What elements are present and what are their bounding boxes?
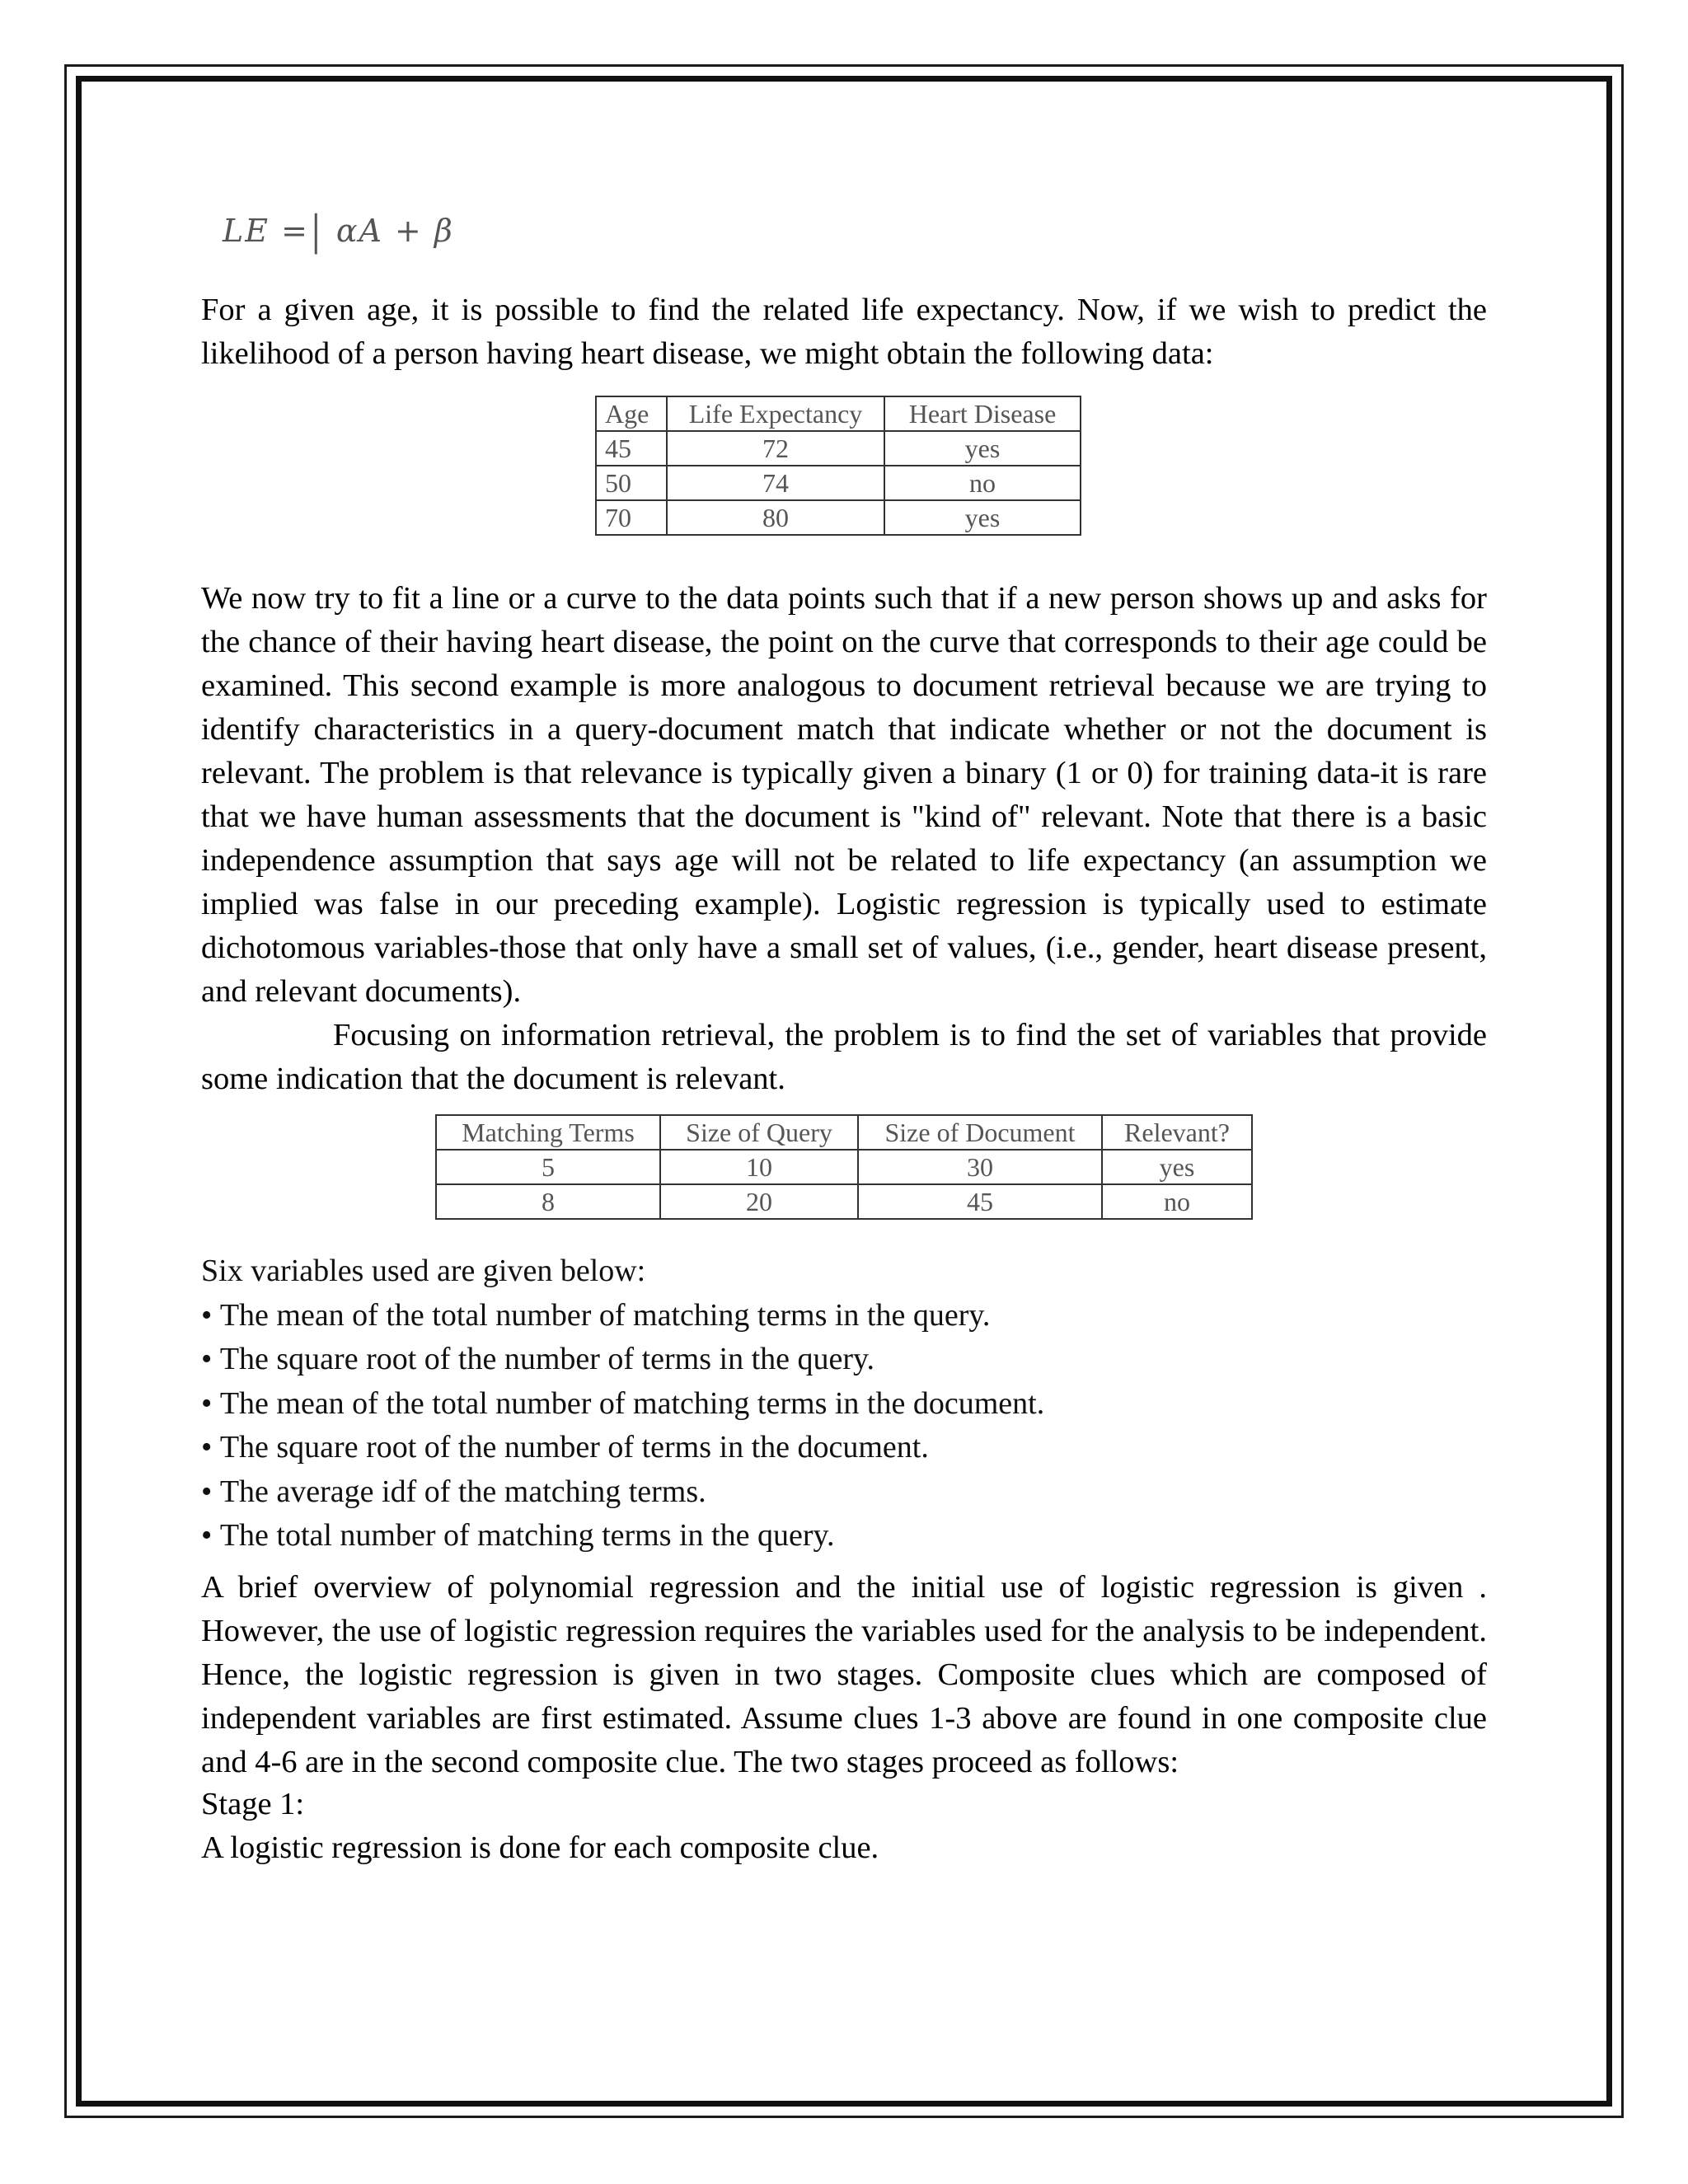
table-cell: 72 bbox=[667, 431, 884, 466]
table-cell: 5 bbox=[436, 1150, 660, 1184]
table-cell: 8 bbox=[436, 1184, 660, 1219]
stage-label: Stage 1: bbox=[201, 1787, 305, 1821]
formula-bar: | bbox=[310, 207, 323, 255]
column-header: Heart Disease bbox=[884, 396, 1081, 431]
table-cell: 20 bbox=[660, 1184, 858, 1219]
table-cell: 80 bbox=[667, 500, 884, 535]
paragraph-curve-fitting: We now try to fit a line or a curve to the data points such that if a new person shows up and asks for the chance of their having heart disease, the point on the curve that corresponds to their age could be examined. This second example is more analogous to document retrieval because we are trying to identify characteristics in a query-document match that indicate whether or not the document is relevant. The problem is that relevance is typically given a binary (1 or 0) for training data-it is rare that we have human assessments that the document is "kind of" relevant. Note that there is a basic independence assumption that says age will not be related to life expectancy (an assumption we implied was false in our preceding example). Logistic regression is typically used to estimate dichotomous variables-those that only have a small set of values, (i.e., gender, heart disease present, and relevant documents). bbox=[201, 581, 1487, 1009]
table-row bbox=[596, 466, 1081, 500]
list-item: • The mean of the total number of matching terms in the query. bbox=[201, 1294, 1044, 1338]
column-header: Age bbox=[596, 396, 667, 431]
table-cell: 74 bbox=[667, 466, 884, 500]
list-item: • The mean of the total number of matching terms in the document. bbox=[201, 1382, 1044, 1427]
table-cell: yes bbox=[884, 500, 1081, 535]
variables-list bbox=[201, 1249, 1044, 1558]
table-cell: 70 bbox=[596, 500, 667, 535]
relevance-table bbox=[435, 1114, 1253, 1220]
table-row bbox=[436, 1150, 1252, 1184]
paragraph-information-retrieval-text: Focusing on information retrieval, the problem is to find the set of variables that provide some indication that the document is relevant. bbox=[201, 1018, 1487, 1096]
paragraph-intro: For a given age, it is possible to find the related life expectancy. Now, if we wish to predict the likelihood of a person having heart disease, we might obtain the following data: bbox=[201, 293, 1487, 371]
table-cell: 10 bbox=[660, 1150, 858, 1184]
formula-equals: = bbox=[281, 213, 309, 249]
table-cell: 45 bbox=[858, 1184, 1102, 1219]
table-row bbox=[436, 1184, 1252, 1219]
formula bbox=[223, 207, 454, 255]
formula-lhs: LE bbox=[223, 213, 270, 249]
table-cell: 30 bbox=[858, 1150, 1102, 1184]
column-header: Relevant? bbox=[1102, 1115, 1252, 1150]
table-header-row bbox=[596, 396, 1081, 431]
paragraph-logistic-regression: A brief overview of polynomial regression and the initial use of logistic regression is given . However, the use of logistic regression requires the variables used for the analysis to be independent. Hence, the logistic regression is given in two stages. Composite clues which are composed of independent variables are first estimated. Assume clues 1-3 above are found in one composite clue and 4-6 are in the second composite clue. The two stages proceed as follows: bbox=[201, 1570, 1487, 1779]
list-item: • The square root of the number of terms in the document. bbox=[201, 1426, 1044, 1470]
table-cell: no bbox=[884, 466, 1081, 500]
list-item: • The square root of the number of terms in the query. bbox=[201, 1338, 1044, 1382]
table-row bbox=[596, 431, 1081, 466]
table-cell: 45 bbox=[596, 431, 667, 466]
variables-intro: Six variables used are given below: bbox=[201, 1254, 646, 1288]
list-item: • The average idf of the matching terms. bbox=[201, 1470, 1044, 1515]
formula-rhs: αA + β bbox=[335, 213, 454, 249]
table-header-row bbox=[436, 1115, 1252, 1150]
table-cell: 50 bbox=[596, 466, 667, 500]
column-header: Size of Query bbox=[660, 1115, 858, 1150]
table-cell: no bbox=[1102, 1184, 1252, 1219]
column-header: Size of Document bbox=[858, 1115, 1102, 1150]
column-header: Life Expectancy bbox=[667, 396, 884, 431]
paragraph-information-retrieval bbox=[201, 1014, 1487, 1101]
table-cell: yes bbox=[1102, 1150, 1252, 1184]
stage-text: A logistic regression is done for each composite clue. bbox=[201, 1830, 879, 1865]
heart-disease-table bbox=[595, 396, 1081, 536]
column-header: Matching Terms bbox=[436, 1115, 660, 1150]
table-cell: yes bbox=[884, 431, 1081, 466]
table-row bbox=[596, 500, 1081, 535]
list-item: • The total number of matching terms in the query. bbox=[201, 1514, 1044, 1558]
